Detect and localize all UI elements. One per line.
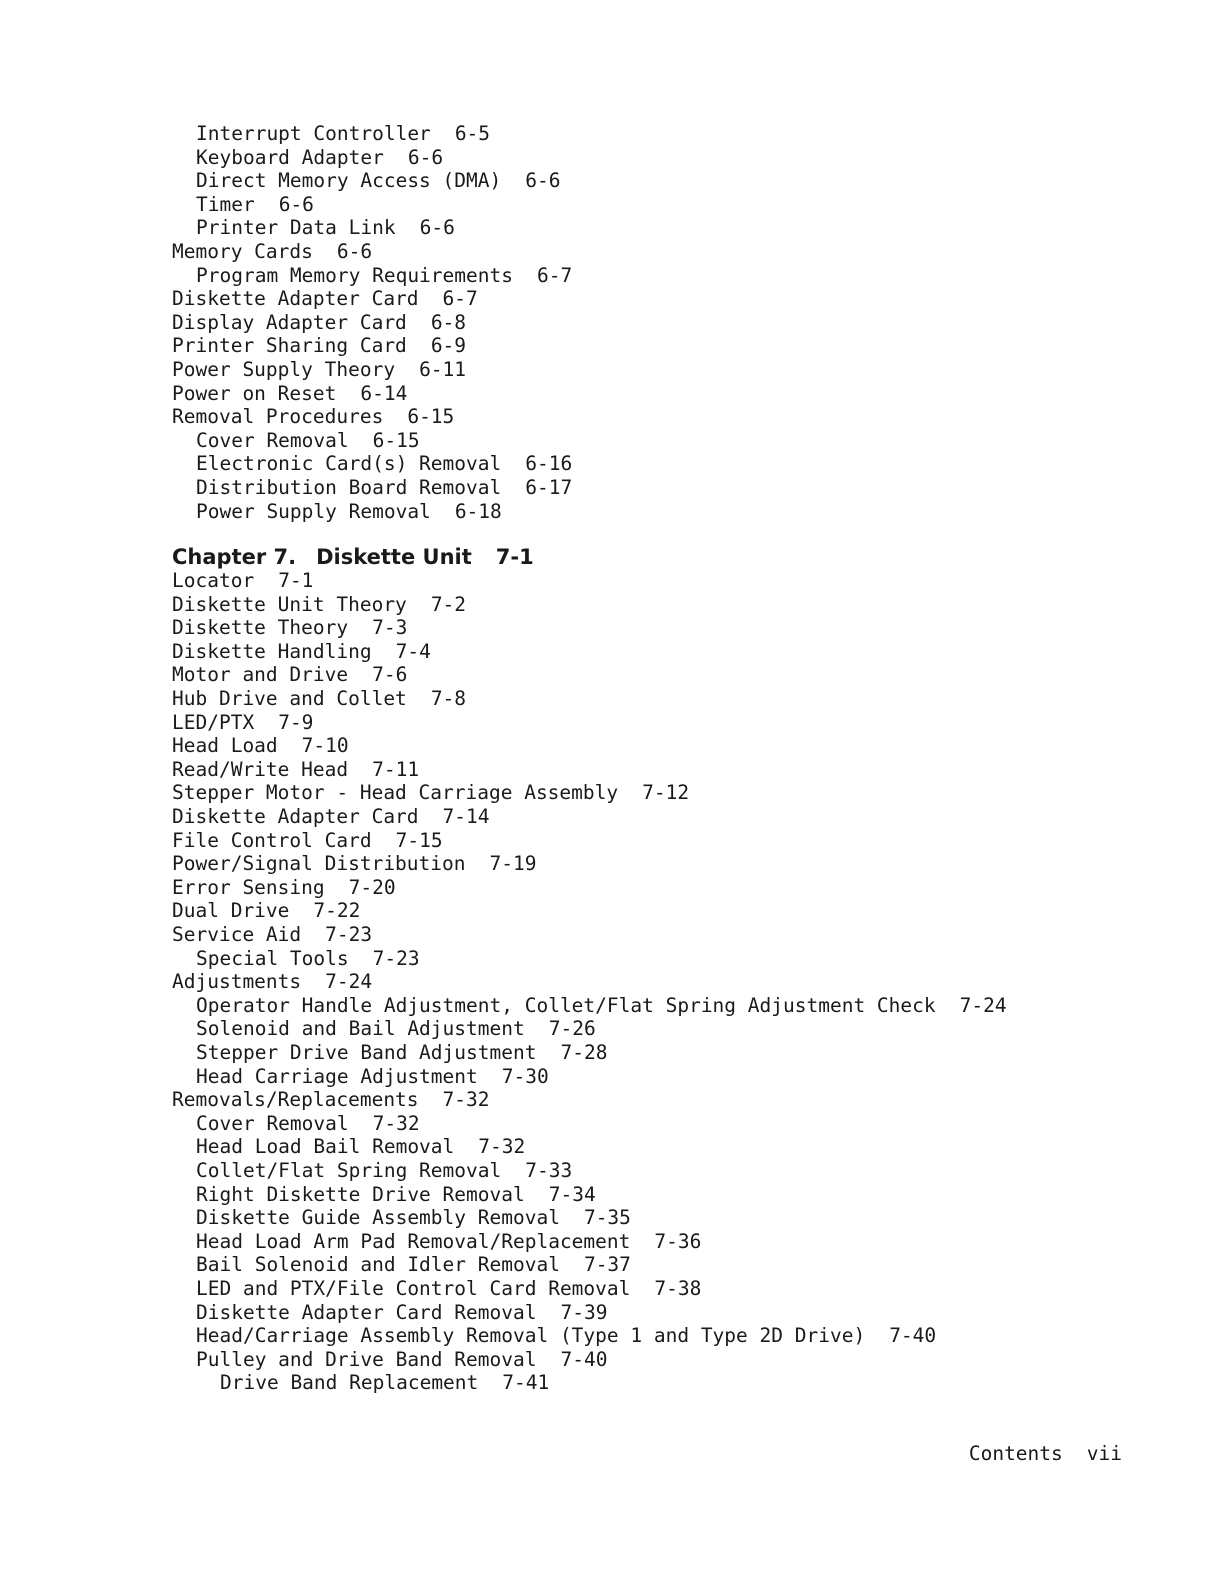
toc-entry — [172, 1301, 1132, 1325]
toc-entry-page-number: 7-2 — [430, 592, 467, 616]
toc-entry-page-number: 6-16 — [525, 452, 573, 476]
toc-entry-title: Display Adapter Card — [172, 310, 407, 334]
toc-entry-page-number: 7-22 — [313, 899, 361, 923]
toc-entry-page-number: 6-8 — [430, 310, 467, 334]
toc-entry — [172, 476, 1132, 500]
toc-entry-title: Diskette Unit Theory — [172, 592, 407, 616]
toc-entry-page-number: 6-15 — [407, 405, 455, 429]
toc-entry-page-number: 6-6 — [419, 216, 455, 240]
toc-entry — [172, 734, 1132, 758]
toc-entry-title: Head Carriage Adjustment — [196, 1064, 478, 1088]
toc-entry-title: Power on Reset — [172, 381, 337, 405]
toc-entry — [172, 1206, 1132, 1230]
toc-entry — [172, 1371, 1132, 1395]
toc-entry-title: Right Diskette Drive Removal — [196, 1182, 525, 1206]
toc-entry-title: Cover Removal — [196, 1111, 349, 1135]
toc-entry — [172, 122, 1132, 146]
toc-entry — [172, 500, 1132, 524]
toc-entry-title: File Control Card — [172, 828, 372, 852]
toc-entry-title: Printer Data Link — [196, 216, 396, 240]
toc-entry — [172, 781, 1132, 805]
toc-entry-page-number: 7-1 — [278, 569, 314, 593]
toc-entry-title: Diskette Handling — [172, 639, 372, 663]
toc-entry-page-number: 6-6 — [407, 145, 444, 169]
toc-entry — [172, 923, 1132, 947]
toc-entry-page-number: 7-20 — [348, 875, 396, 899]
toc-entry — [172, 994, 1132, 1018]
toc-entry-title: Bail Solenoid and Idler Removal — [196, 1253, 560, 1277]
toc-entry-title: Error Sensing — [172, 875, 325, 899]
toc-entry-title: Power Supply Removal — [196, 499, 431, 523]
toc-entry — [172, 970, 1132, 994]
toc-entry — [172, 146, 1132, 170]
toc-entry-page-number: 7-40 — [889, 1324, 937, 1348]
toc-entry-title: Solenoid and Bail Adjustment — [196, 1017, 525, 1041]
toc-entry — [172, 452, 1132, 476]
toc-entry — [172, 216, 1132, 240]
toc-entry-page-number: 7-34 — [548, 1182, 596, 1206]
toc-entry-page-number: 7-40 — [560, 1347, 608, 1371]
toc-entry — [172, 311, 1132, 335]
toc-entry-title: Head Load Arm Pad Removal/Replacement — [196, 1229, 631, 1253]
toc-entry — [172, 711, 1132, 735]
toc-entry-page-number: 7-3 — [372, 616, 408, 640]
footer-label: Contents — [968, 1442, 1063, 1465]
toc-entry-title: Stepper Drive Band Adjustment — [196, 1040, 537, 1064]
toc-entry — [172, 899, 1132, 923]
toc-entry-page-number: 7-28 — [560, 1040, 608, 1064]
toc-entry-page-number: 7-35 — [583, 1206, 631, 1230]
toc-entry — [172, 240, 1132, 264]
toc-entry-page-number: 7-37 — [583, 1253, 631, 1277]
toc-entry-page-number: 7-41 — [502, 1371, 550, 1395]
table-of-contents — [172, 122, 1132, 1395]
toc-entry-title: Head Load — [172, 734, 278, 758]
toc-entry — [172, 193, 1132, 217]
toc-entry — [172, 1324, 1132, 1348]
toc-entry-title: Locator — [172, 569, 255, 593]
toc-entry-title: Power/Signal Distribution — [172, 852, 466, 876]
toc-entry-title: Dual Drive — [172, 899, 290, 923]
toc-entry-title: Stepper Motor - Head Carriage Assembly — [172, 781, 619, 805]
toc-entry — [172, 805, 1132, 829]
toc-entry — [172, 264, 1132, 288]
toc-entry-page-number: 7-8 — [430, 687, 467, 711]
toc-entry — [172, 169, 1132, 193]
toc-entry-page-number: 7-24 — [959, 993, 1007, 1017]
footer-page-number: vii — [1086, 1442, 1122, 1465]
chapter-heading — [172, 545, 1132, 569]
toc-entry-title: Timer — [196, 192, 255, 216]
toc-entry-page-number: 7-26 — [548, 1017, 596, 1041]
toc-entry-page-number: 6-7 — [536, 263, 573, 287]
toc-entry-page-number: 7-14 — [442, 805, 490, 829]
toc-entry-page-number: 6-7 — [442, 287, 478, 311]
toc-entry — [172, 758, 1132, 782]
toc-entry — [172, 569, 1132, 593]
toc-entry-page-number: 7-4 — [395, 639, 431, 663]
toc-entry — [172, 1348, 1132, 1372]
toc-entry-title: Head Load Bail Removal — [196, 1135, 455, 1159]
chapter-page-number: 7-1 — [495, 545, 534, 570]
toc-entry — [172, 640, 1132, 664]
chapter-title: Diskette Unit — [316, 545, 472, 570]
toc-entry — [172, 1065, 1132, 1089]
toc-entry-page-number: 6-5 — [454, 122, 491, 145]
toc-entry-page-number: 7-32 — [478, 1135, 526, 1159]
toc-entry-title: Diskette Adapter Card — [172, 287, 419, 311]
toc-entry — [172, 358, 1132, 382]
toc-entry — [172, 852, 1132, 876]
toc-entry-page-number: 6-9 — [430, 334, 467, 358]
page-footer — [969, 1442, 1122, 1465]
toc-entry — [172, 334, 1132, 358]
toc-entry-page-number: 7-12 — [642, 781, 690, 805]
toc-section-chapter-7 — [172, 569, 1132, 1395]
toc-entry-title: Read/Write Head — [172, 757, 349, 781]
toc-entry — [172, 1183, 1132, 1207]
toc-entry-title: Distribution Board Removal — [196, 475, 502, 499]
toc-entry — [172, 1017, 1132, 1041]
toc-entry-title: Drive Band Replacement — [220, 1371, 479, 1395]
toc-entry-page-number: 6-15 — [372, 428, 420, 452]
toc-entry-title: LED/PTX — [172, 710, 255, 734]
toc-entry-page-number: 6-6 — [336, 239, 373, 263]
toc-entry-title: Interrupt Controller — [196, 122, 431, 145]
toc-entry-page-number: 6-18 — [454, 499, 502, 523]
toc-entry-page-number: 7-10 — [301, 734, 349, 758]
toc-section-chapter-6-continued — [172, 122, 1132, 523]
toc-entry-title: Electronic Card(s) Removal — [196, 452, 502, 476]
toc-entry — [172, 663, 1132, 687]
toc-entry-title: Diskette Adapter Card Removal — [196, 1300, 537, 1324]
toc-entry-title: Head/Carriage Assembly Removal (Type 1 and Type 2D Drive) — [196, 1324, 866, 1348]
toc-entry-title: Collet/Flat Spring Removal — [196, 1158, 502, 1182]
toc-entry-title: Removal Procedures — [172, 405, 384, 429]
toc-entry-page-number: 7-24 — [325, 970, 373, 994]
toc-entry-title: Service Aid — [172, 923, 302, 946]
toc-entry — [172, 829, 1132, 853]
chapter-label: Chapter 7. — [172, 545, 297, 570]
toc-entry-title: Motor and Drive — [172, 663, 349, 687]
toc-entry-title: Program Memory Requirements — [196, 263, 513, 287]
toc-entry-title: Memory Cards — [172, 239, 313, 263]
toc-entry-title: Diskette Adapter Card — [172, 805, 419, 829]
toc-entry-title: Removals/Replacements — [172, 1088, 419, 1112]
toc-entry-title: Keyboard Adapter — [196, 145, 384, 169]
toc-entry-title: Printer Sharing Card — [172, 334, 407, 358]
toc-entry-page-number: 7-33 — [525, 1158, 573, 1182]
toc-entry — [172, 1088, 1132, 1112]
toc-entry-title: Diskette Guide Assembly Removal — [196, 1206, 560, 1230]
toc-entry-page-number: 6-17 — [525, 475, 573, 499]
toc-entry-page-number: 6-14 — [360, 381, 408, 405]
toc-entry-page-number: 6-11 — [419, 357, 467, 381]
toc-entry-page-number: 7-23 — [325, 923, 373, 946]
toc-entry — [172, 1253, 1132, 1277]
toc-entry — [172, 876, 1132, 900]
toc-entry — [172, 1159, 1132, 1183]
toc-entry-page-number: 7-19 — [489, 852, 537, 876]
toc-entry-title: LED and PTX/File Control Card Removal — [196, 1276, 631, 1300]
toc-entry — [172, 1135, 1132, 1159]
toc-entry-page-number: 7-38 — [654, 1276, 702, 1300]
toc-entry — [172, 382, 1132, 406]
toc-entry-page-number: 7-11 — [372, 757, 420, 781]
toc-entry — [172, 593, 1132, 617]
toc-entry — [172, 287, 1132, 311]
toc-entry — [172, 1041, 1132, 1065]
toc-entry — [172, 687, 1132, 711]
toc-entry-page-number: 7-39 — [560, 1300, 608, 1324]
toc-entry-title: Hub Drive and Collet — [172, 687, 407, 711]
toc-entry-title: Operator Handle Adjustment, Collet/Flat Spring Adjustment Check — [196, 993, 936, 1017]
toc-entry-page-number: 7-9 — [278, 710, 314, 734]
toc-entry-page-number: 7-32 — [372, 1111, 420, 1135]
toc-entry-title: Pulley and Drive Band Removal — [196, 1347, 537, 1371]
toc-entry-page-number: 7-6 — [372, 663, 408, 687]
toc-entry-title: Cover Removal — [196, 428, 349, 452]
toc-entry — [172, 1277, 1132, 1301]
toc-entry — [172, 1230, 1132, 1254]
toc-entry-title: Diskette Theory — [172, 616, 349, 640]
toc-entry-page-number: 7-30 — [501, 1064, 549, 1088]
toc-entry-title: Power Supply Theory — [172, 357, 396, 381]
toc-entry — [172, 947, 1132, 971]
toc-entry-page-number: 6-6 — [525, 169, 561, 193]
toc-entry-title: Adjustments — [172, 970, 302, 994]
toc-entry — [172, 429, 1132, 453]
toc-entry — [172, 616, 1132, 640]
toc-entry-page-number: 7-15 — [395, 828, 443, 852]
toc-entry-title: Direct Memory Access (DMA) — [196, 169, 502, 193]
toc-entry-page-number: 6-6 — [278, 192, 314, 216]
toc-entry — [172, 405, 1132, 429]
toc-entry-page-number: 7-32 — [442, 1088, 490, 1112]
toc-entry-title: Special Tools — [196, 946, 349, 970]
toc-entry — [172, 1112, 1132, 1136]
toc-entry-page-number: 7-36 — [654, 1229, 702, 1253]
toc-entry-page-number: 7-23 — [372, 946, 420, 970]
